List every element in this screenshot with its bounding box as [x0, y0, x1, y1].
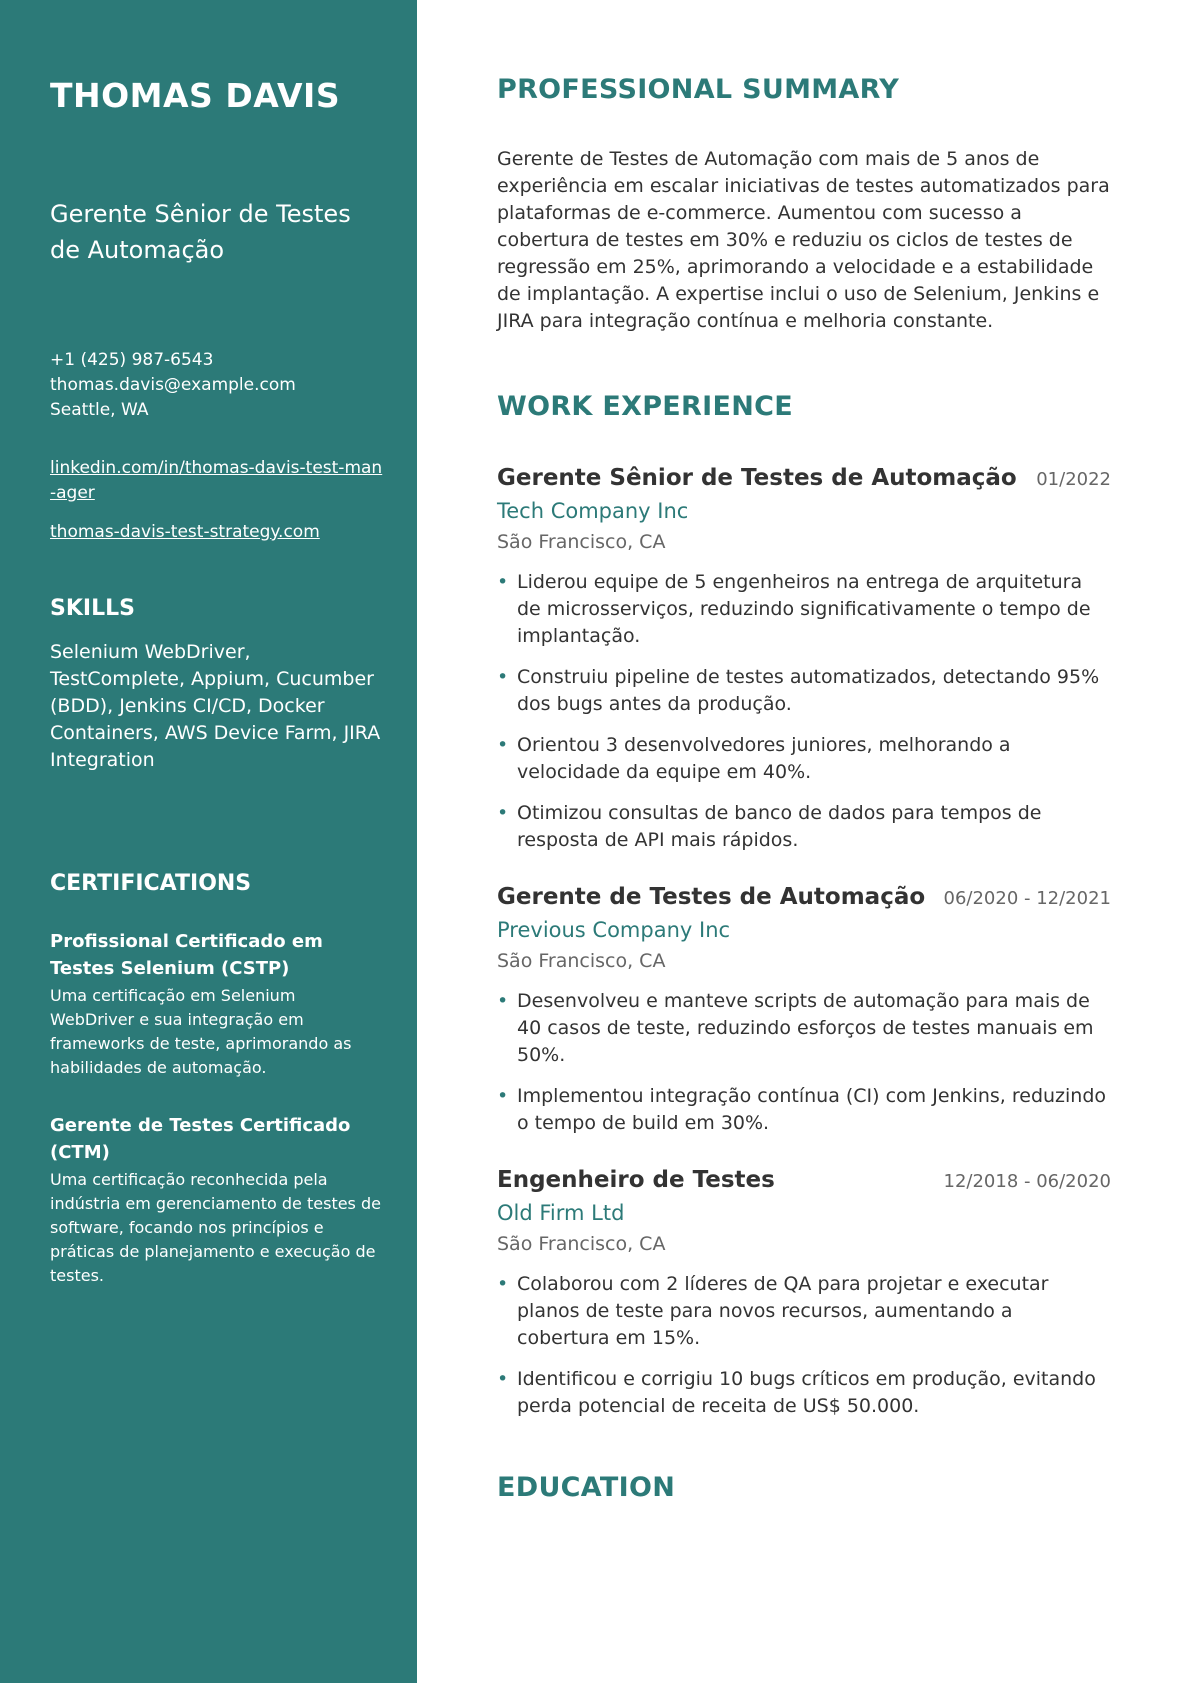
- job-bullet: • Identificou e corrigiu 10 bugs críticos em produção, evitando perda potencial de receita de US$ 50.000.: [497, 1366, 1111, 1420]
- job-date: 01/2022: [1036, 469, 1111, 490]
- main-content: [497, 72, 1111, 1506]
- job-company: Old Firm Ltd: [497, 1201, 625, 1225]
- job-date: 12/2018 - 06/2020: [943, 1171, 1111, 1192]
- job-entry: [497, 1163, 1111, 1420]
- job-title: Engenheiro de Testes: [497, 1167, 775, 1193]
- contact-email: thomas.davis@example.com: [50, 375, 296, 395]
- job-bullet: • Liderou equipe de 5 engenheiros na entrega de arquitetura de microsserviços, reduzindo significativamente o tempo de implantação.: [497, 569, 1111, 650]
- certification-name: Gerente de Testes Certificado (CTM): [50, 1115, 351, 1163]
- candidate-headline: Gerente Sênior de Testes de Automação: [50, 200, 351, 264]
- skills-title: SKILLS: [50, 596, 135, 621]
- job-bullets: [497, 569, 1111, 854]
- job-location: São Francisco, CA: [497, 531, 666, 553]
- certification-item: [50, 1112, 383, 1288]
- job-entry: [497, 461, 1111, 854]
- linkedin-link[interactable]: linkedin.com/in/thomas-davis-test-man-ager: [50, 458, 383, 503]
- job-location: São Francisco, CA: [497, 1233, 666, 1255]
- job-company: Previous Company Inc: [497, 918, 731, 942]
- job-bullet: • Otimizou consultas de banco de dados para tempos de resposta de API mais rápidos.: [497, 800, 1111, 854]
- job-bullet: • Construiu pipeline de testes automatizados, detectando 95% dos bugs antes da produção.: [497, 664, 1111, 718]
- skills-list: Selenium WebDriver, TestComplete, Appium, Cucumber (BDD), Jenkins CI/CD, Docker Containers, AWS Device Farm, JIRA Integration: [50, 641, 381, 771]
- job-title: Gerente de Testes de Automação: [497, 884, 926, 910]
- summary-title: PROFESSIONAL SUMMARY: [497, 74, 900, 105]
- job-bullet: • Implementou integração contínua (CI) com Jenkins, reduzindo o tempo de build em 30%.: [497, 1083, 1111, 1137]
- contact-phone: +1 (425) 987-6543: [50, 350, 214, 370]
- experience-title: WORK EXPERIENCE: [497, 391, 793, 422]
- summary-text: Gerente de Testes de Automação com mais de 5 anos de experiência em escalar iniciativas de testes automatizados para plataformas de e-commerce. Aumentou com sucesso a cobertura de testes em 30% e reduziu os ciclos de testes de regressão em 25%, aprimorando a velocidade e a estabilidade de implantação. A expertise inclui o uso de Selenium, Jenkins e JIRA para integração contínua e melhoria constante.: [497, 148, 1110, 332]
- certification-name: Profissional Certificado em Testes Selenium (CSTP): [50, 931, 323, 979]
- job-bullets: [497, 1271, 1111, 1420]
- certifications-title: CERTIFICATIONS: [50, 871, 252, 896]
- job-entry: [497, 880, 1111, 1137]
- job-company: Tech Company Inc: [497, 499, 689, 523]
- certification-description: Uma certificação reconhecida pela indústria em gerenciamento de testes de software, focando nos princípios e práticas de planejamento e execução de testes.: [50, 1170, 381, 1285]
- job-bullet: • Colaborou com 2 líderes de QA para projetar e executar planos de teste para novos recursos, aumentando a cobertura em 15%.: [497, 1271, 1111, 1352]
- job-bullet: • Desenvolveu e manteve scripts de automação para mais de 40 casos de teste, reduzindo esforços de testes manuais em 50%.: [497, 988, 1111, 1069]
- job-location: São Francisco, CA: [497, 950, 666, 972]
- certification-item: [50, 928, 383, 1080]
- sidebar: [0, 0, 417, 1683]
- website-link[interactable]: thomas-davis-test-strategy.com: [50, 522, 320, 542]
- education-title: EDUCATION: [497, 1472, 676, 1503]
- job-title: Gerente Sênior de Testes de Automação: [497, 465, 1017, 491]
- certification-description: Uma certificação em Selenium WebDriver e sua integração em frameworks de teste, aprimorando as habilidades de automação.: [50, 986, 352, 1077]
- job-date: 06/2020 - 12/2021: [943, 888, 1111, 909]
- contact-info: [50, 348, 383, 423]
- job-bullets: [497, 988, 1111, 1137]
- job-bullet: • Orientou 3 desenvolvedores juniores, melhorando a velocidade da equipe em 40%.: [497, 732, 1111, 786]
- contact-location: Seattle, WA: [50, 400, 149, 420]
- candidate-name: THOMAS DAVIS: [50, 76, 341, 115]
